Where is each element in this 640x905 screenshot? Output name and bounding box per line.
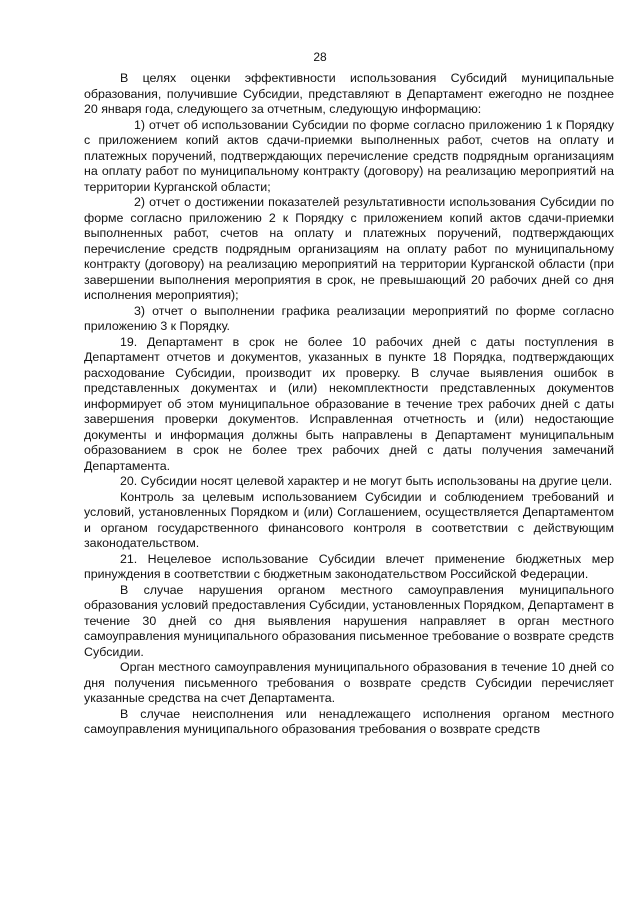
document-body <box>84 71 614 738</box>
paragraph-item-1: 1) отчет об использовании Субсидии по форме согласно приложению 1 к Порядку с приложением копий актов сдачи-приемки выполненных работ, счетов на оплату и платежных поручений, подтверждающих перечисление средств подрядным организациям на оплату работ по муниципальному контракту (договору) на реализацию мероприятий на территории Курганской области; <box>84 117 614 194</box>
paragraph-21: 21. Нецелевое использование Субсидии влечет применение бюджетных мер принуждения в соответствии с бюджетным законодательством Российской Федерации. <box>84 551 614 581</box>
paragraph-item-3: 3) отчет о выполнении графика реализации мероприятий по форме согласно приложению 3 к Порядку. <box>84 303 614 333</box>
paragraph-refund: Орган местного самоуправления муниципального образования в течение 10 дней со дня получения письменного требования о возврате средств Субсидии перечисляет указанные средства на счет Департамента. <box>84 660 614 705</box>
paragraph-nonfulfillment: В случае неисполнения или ненадлежащего исполнения органом местного самоуправления муниципального образования требования о возврате средств <box>84 706 614 736</box>
paragraph-19: 19. Департамент в срок не более 10 рабочих дней с даты поступления в Департамент отчетов и документов, указанных в пункте 18 Порядка, подтверждающих расходование Субсидии, производит их проверку. В случае выявления ошибок в представленных документах и (или) некомплектности представленных документов информирует об этом муниципальное образование в течение трех рабочих дней с даты завершения проверки документов. Исправленная отчетность и (или) недостающие документы и информация должны быть направлены в Департамент муниципальным образованием в срок не более трех рабочих дней с даты получения замечаний Департамента. <box>84 334 614 473</box>
paragraph-item-2: 2) отчет о достижении показателей результативности использования Субсидии по форме согласно приложению 2 к Порядку с приложением копий актов сдачи-приемки выполненных работ, счетов на оплату и платежных поручений, подтверждающих перечисление средств подрядным организациям на оплату работ по муниципальному контракту (договору) на реализацию мероприятий на территории Курганской области (при завершении выполнения мероприятия в срок, не превышающий 20 рабочих дней со дня исполнения мероприятия); <box>84 195 614 302</box>
paragraph-control: Контроль за целевым использованием Субсидии и соблюдением требований и условий, установленных Порядком и (или) Соглашением, осуществляется Департаментом и органом государственного финансового контроля в соответствии с действующим законодательством. <box>84 489 614 550</box>
paragraph-20: 20. Субсидии носят целевой характер и не могут быть использованы на другие цели. <box>120 474 613 488</box>
page-number: 28 <box>313 50 327 64</box>
paragraph-violation: В случае нарушения органом местного самоуправления муниципального образования условий предоставления Субсидии, установленных Порядком, Департамент в течение 30 дней со дня выявления нарушения направляет в орган местного самоуправления муниципального образования письменное требование о возврате средств Субсидии. <box>84 582 614 659</box>
paragraph-intro: В целях оценки эффективности использования Субсидий муниципальные образования, получившие Субсидии, представляют в Департамент ежегодно не позднее 20 января года, следующего за отчетным, следующую информацию: <box>84 71 614 116</box>
